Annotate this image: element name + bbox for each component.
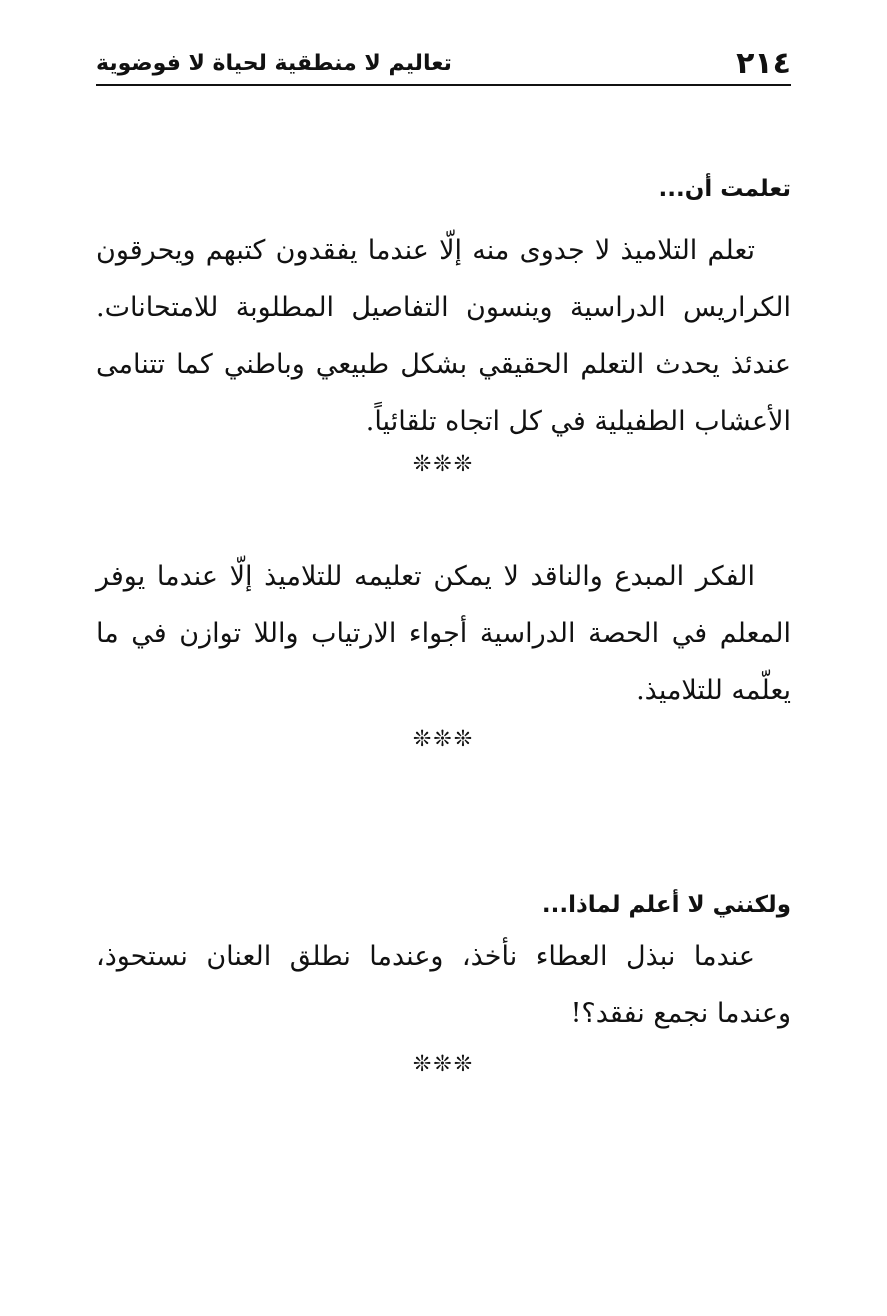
section-2-paragraph: الفكر المبدع والناقد لا يمكن تعليمه للتلاميذ إلّا عندما يوفر المعلم في الحصة الدراسية أجواء الارتياب واللا توازن في ما يعلّمه للتلاميذ.: [96, 561, 791, 706]
page-header: [96, 44, 791, 86]
section-3-heading: ولكنني لا أعلم لماذا...: [541, 892, 791, 918]
section-3-separator: ❊❊❊: [412, 1052, 475, 1077]
section-3-paragraph: عندما نبذل العطاء نأخذ، وعندما نطلق العنان نستحوذ، وعندما نجمع نفقد؟!: [96, 941, 791, 1029]
section-1-heading: تعلمت أن...: [658, 176, 791, 202]
section-1-paragraph: تعلم التلاميذ لا جدوى منه إلّا عندما يفقدون كتبهم ويحرقون الكراريس الدراسية وينسون التفاصيل المطلوبة للامتحانات. عندئذ يحدث التعلم الحقيقي بشكل طبيعي وباطني كما تتنامى الأعشاب الطفيلية في كل اتجاه تلقائياً.: [96, 235, 791, 437]
section-2-separator: ❊❊❊: [412, 727, 475, 752]
section-1-separator: ❊❊❊: [412, 452, 475, 477]
running-title: تعاليم لا منطقية لحياة لا فوضوية: [96, 51, 452, 76]
page-number: ٢١٤: [736, 46, 791, 81]
